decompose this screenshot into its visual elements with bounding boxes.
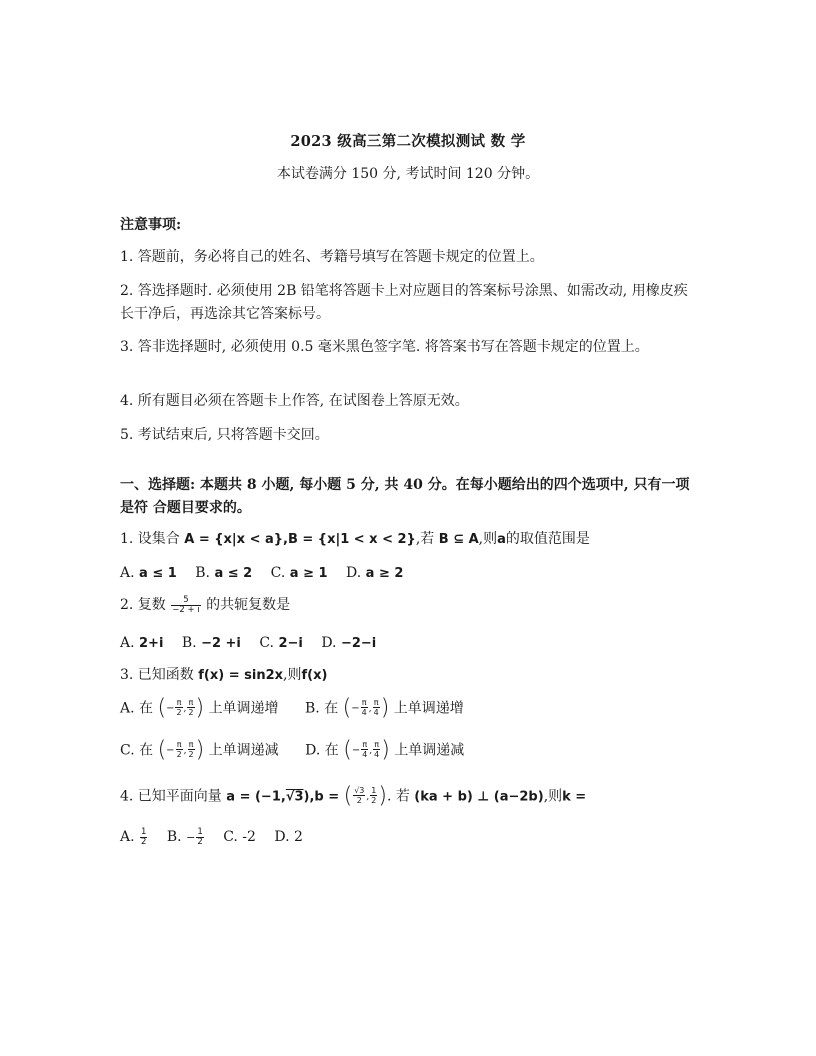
- q3-option-d: D. 在 (− $\frac{\pi}{4}$ , $\frac{\pi}{4}$ ) 上单调递减: [305, 737, 465, 763]
- q1-option-c: C. a ≥ 1: [270, 565, 328, 581]
- notes-heading: 注意事项:: [120, 217, 182, 233]
- q2-option-d: D. −2−i: [321, 635, 377, 651]
- q1-var: a: [497, 532, 506, 547]
- q2-option-b: B. −2 +i: [181, 635, 241, 651]
- note-item-1: 1. 答题前，务必将自己的姓名、考籍号填写在答题卡规定的位置上。: [120, 249, 544, 265]
- q1-mid: ,若: [415, 531, 435, 547]
- q1-mid2: ,则: [478, 531, 498, 547]
- q1-option-b: B. a ≤ 2: [195, 565, 253, 581]
- q2-suffix: 的共轭复数是: [206, 597, 291, 613]
- q3-options-row-1: [120, 696, 700, 721]
- note-item-3: 3. 答非选择题时, 必须使用 0.5 毫米黑色签字笔. 将答案书写在答题卡规定的位置上。: [120, 339, 649, 355]
- q3-prefix: 3. 已知函数: [120, 667, 194, 683]
- q3-options-row-2: [120, 738, 700, 763]
- note-item-2: 2. 答选择题时. 必须使用 2B 铅笔将答题卡上对应题目的答案标号涂黑、如需改动, 用橡皮疾长干净后，再选涂其它答案标号。: [120, 283, 688, 322]
- q3-option-a: A. 在 (− $\frac{\pi}{2}$ , $\frac{\pi}{2}$ ) 上单调递增: [120, 695, 279, 721]
- question-1: [120, 528, 700, 551]
- q1-option-a: A. a ≤ 1: [120, 565, 177, 581]
- q3-option-b: B. 在 (− $\frac{\pi}{4}$ , $\frac{\pi}{4}$ ) 上单调递增: [305, 695, 464, 721]
- q2-option-a: A. 2+i: [120, 635, 164, 651]
- q2-fraction: $\frac{5}{-2 + i}$: [172, 594, 200, 615]
- q4-mid2: ,则: [543, 788, 563, 805]
- q2-options: [120, 632, 700, 655]
- q1-relation: B ⊆ A: [438, 532, 479, 547]
- q3-function-ref: f(x): [301, 668, 328, 683]
- question-3: [120, 664, 700, 687]
- page-title: 2023 级高三第二次模拟测试 数 学: [290, 133, 526, 150]
- q1-option-d: D. a ≥ 2: [346, 565, 404, 581]
- question-4: 4. 已知平面向量 a = (−1,√3),b = ( $\frac{√3}{2}$ , $\frac{1}{2}$ ). 若 (ka + b) ⊥ (a−2b),则k =: [120, 783, 587, 809]
- note-item-5: 5. 考试结束后, 只将答题卡交回。: [120, 427, 329, 443]
- q4-condition: (ka + b) ⊥ (a−2b): [414, 789, 544, 805]
- q4-ask: k =: [562, 789, 587, 805]
- q2-prefix: 2. 复数: [120, 597, 166, 613]
- q4-option-b: B. − $\frac{1}{2}$: [166, 826, 203, 847]
- q4-prefix: 4. 已知平面向量: [120, 788, 222, 805]
- q3-function: f(x) = sin2x: [198, 668, 284, 683]
- q4-vector-b: $\frac{√3}{2}$ , $\frac{1}{2}$: [354, 785, 377, 805]
- q3-option-c: C. 在 (− $\frac{\pi}{2}$ , $\frac{\pi}{2}$ ) 上单调递减: [120, 737, 279, 763]
- q3-mid: ,则: [283, 667, 302, 683]
- q1-suffix: 的取值范围是: [505, 531, 590, 547]
- q4-mid: . 若: [386, 788, 410, 805]
- q4-options: [120, 826, 700, 849]
- q4-vector-a: a = (−1,√3),b =: [226, 789, 340, 805]
- q2-option-c: C. 2−i: [259, 635, 303, 651]
- q1-sets: A = {x|x < a},B = {x|1 < x < 2}: [184, 532, 416, 547]
- note-item-4: 4. 所有题目必须在答题卡上作答, 在试图卷上答原无效。: [120, 393, 469, 409]
- q4-option-c: C. -2: [223, 829, 256, 845]
- section-heading: 一、选择题: 本题共 8 小题, 每小题 5 分, 共 40 分。在每小题给出的四个选项中, 只有一项是符 合题目要求的。: [120, 477, 690, 516]
- question-2: [120, 594, 700, 617]
- q4-option-d: D. 2: [274, 829, 303, 845]
- page-subtitle: 本试卷满分 150 分, 考试时间 120 分钟。: [276, 166, 540, 182]
- q4-option-a: A. $\frac{1}{2}$: [120, 826, 147, 847]
- q1-prefix: 1. 设集合: [120, 531, 180, 547]
- q1-options: [120, 562, 700, 585]
